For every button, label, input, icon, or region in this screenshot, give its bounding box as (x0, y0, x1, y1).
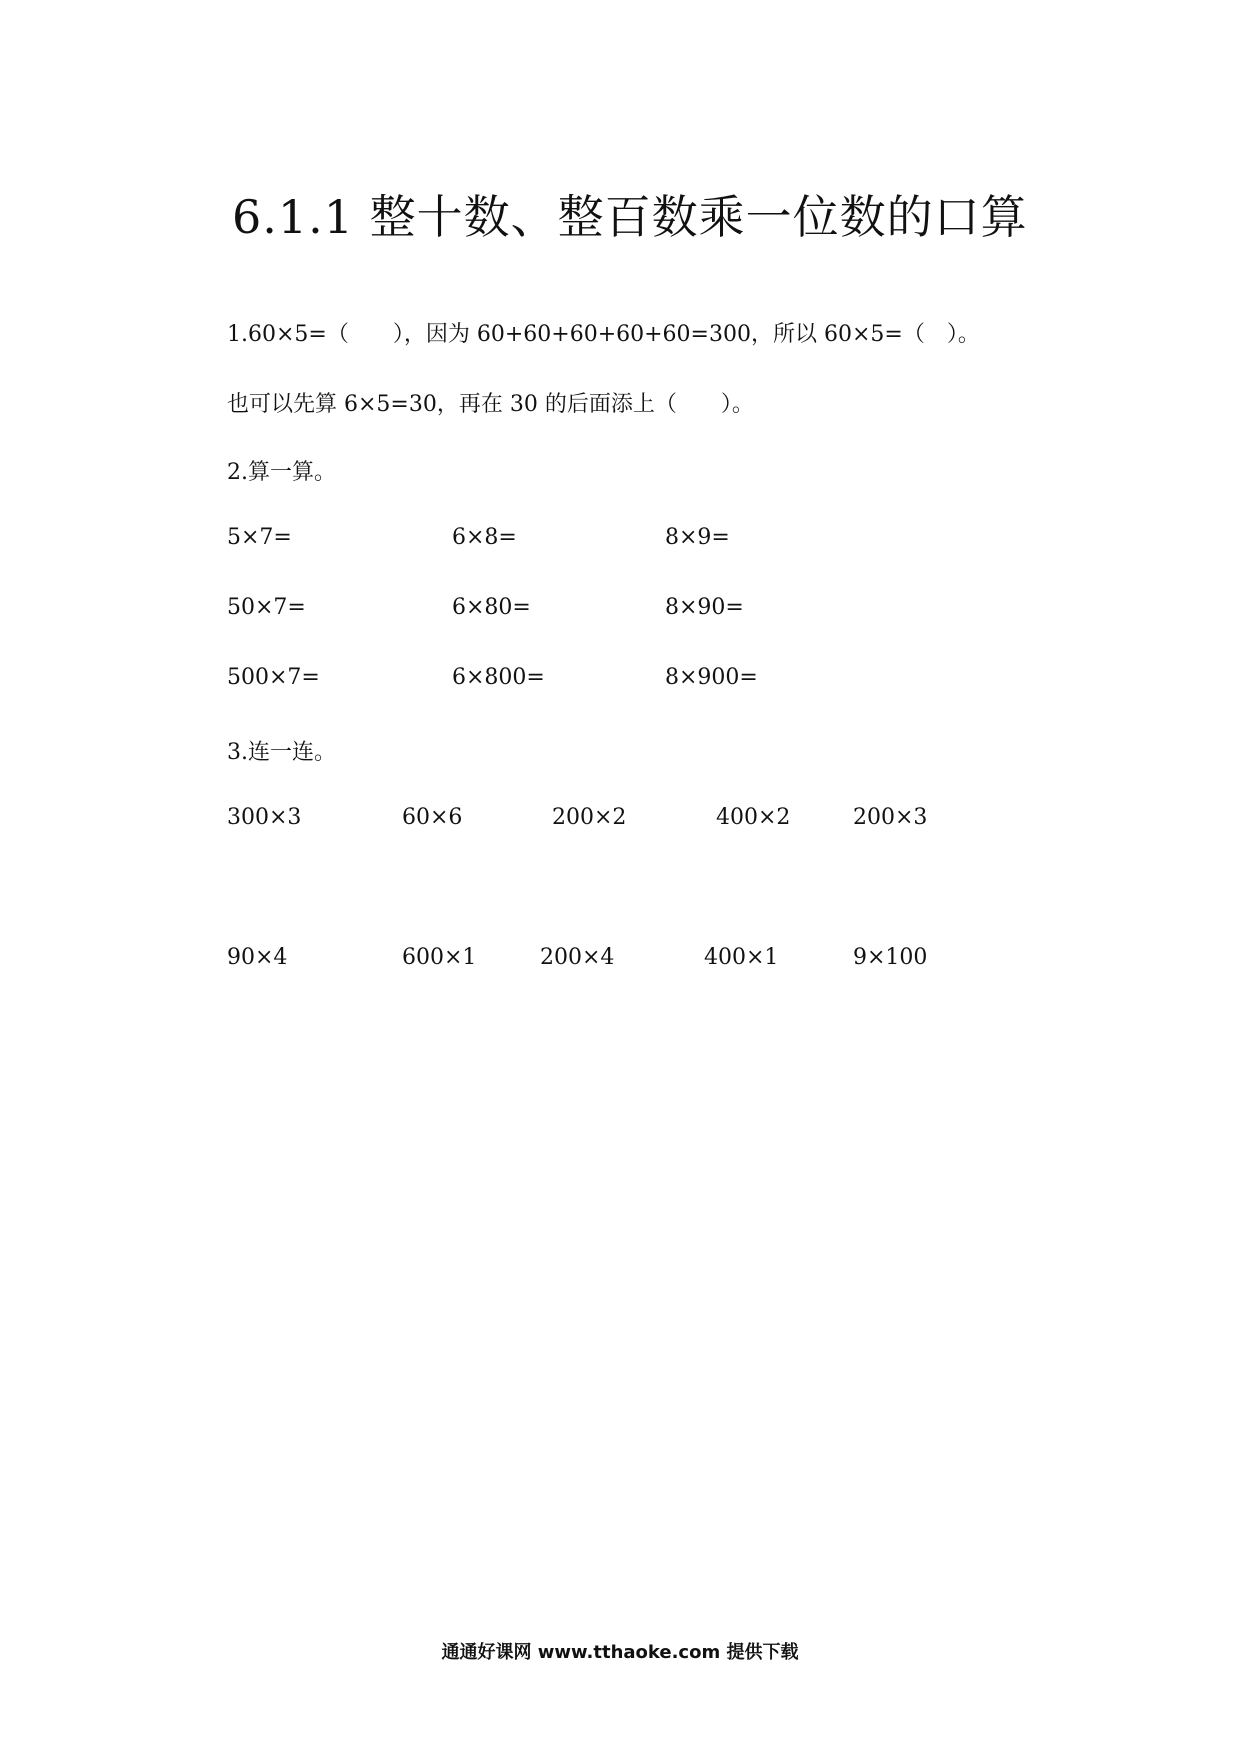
page-title: 6.1.1 整十数、整百数乘一位数的口算 (232, 189, 1028, 244)
match-item-top: 200×2 (552, 805, 627, 830)
match-item-bottom: 9×100 (853, 945, 928, 970)
match-item-bottom: 90×4 (227, 945, 288, 970)
question-1-line-2: 也可以先算 6×5=30，再在 30 的后面添上（ ）。 (227, 392, 754, 417)
footer-credit: 通通好课网 www.tthaoke.com 提供下载 (441, 1642, 799, 1663)
question-3-heading: 3.连一连。 (227, 740, 336, 765)
match-item-top: 400×2 (716, 805, 791, 830)
calc-item: 8×900= (665, 665, 758, 690)
match-item-bottom: 400×1 (704, 945, 779, 970)
calc-item: 6×8= (452, 525, 517, 550)
calc-item: 5×7= (227, 525, 292, 550)
match-item-top: 200×3 (853, 805, 928, 830)
question-2-heading: 2.算一算。 (227, 460, 336, 485)
calc-item: 6×800= (452, 665, 545, 690)
match-item-top: 300×3 (227, 805, 302, 830)
match-item-bottom: 200×4 (540, 945, 615, 970)
calc-item: 500×7= (227, 665, 320, 690)
question-1-line-1: 1.60×5=（ ），因为 60+60+60+60+60=300，所以 60×5=（ ）。 (227, 322, 980, 347)
match-item-top: 60×6 (402, 805, 463, 830)
calc-item: 8×9= (665, 525, 730, 550)
calc-item: 6×80= (452, 595, 531, 620)
calc-item: 50×7= (227, 595, 306, 620)
calc-item: 8×90= (665, 595, 744, 620)
match-item-bottom: 600×1 (402, 945, 477, 970)
